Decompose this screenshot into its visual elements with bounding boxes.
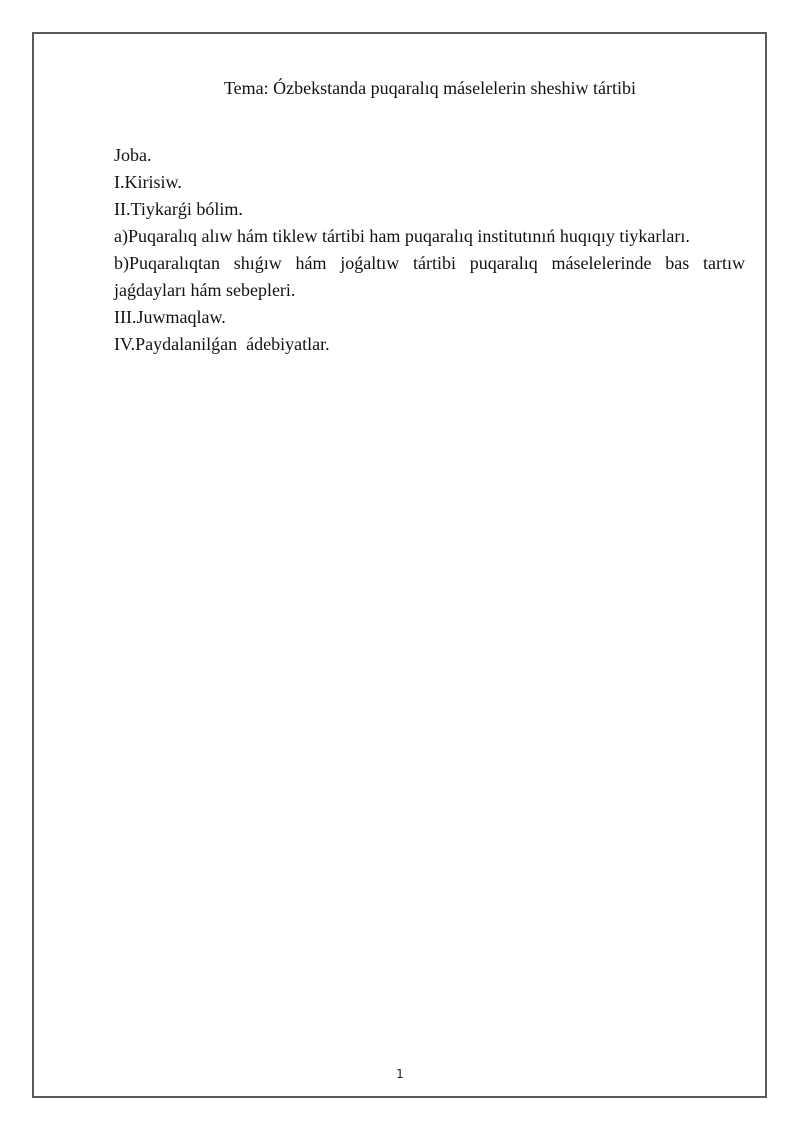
plan-item-b-line2: jaǵdayları hám sebepleri. — [114, 280, 296, 300]
page-number: 1 — [396, 1067, 404, 1081]
plan-heading: Joba. — [114, 145, 152, 165]
plan-item-references: IV.Paydalanilǵan ádebiyatlar. — [114, 334, 330, 354]
document-body — [114, 142, 745, 358]
plan-item-b-line1: b)Puqaralıqtan shıǵıw hám joǵaltıw tártibi puqaralıq máselelerinde bas tartıw — [114, 253, 745, 273]
plan-item-introduction: I.Kirisiw. — [114, 172, 182, 192]
document-title: Tema: Ózbekstanda puqaralıq máselelerin sheshiw tártibi — [223, 78, 637, 98]
plan-item-main-part: II.Tiykarǵi bólim. — [114, 199, 243, 219]
plan-item-conclusion: III.Juwmaqlaw. — [114, 307, 226, 327]
plan-item-a: a)Puqaralıq alıw hám tiklew tártibi ham puqaralıq institutınıń huqıqıy tiykarları. — [114, 226, 690, 246]
